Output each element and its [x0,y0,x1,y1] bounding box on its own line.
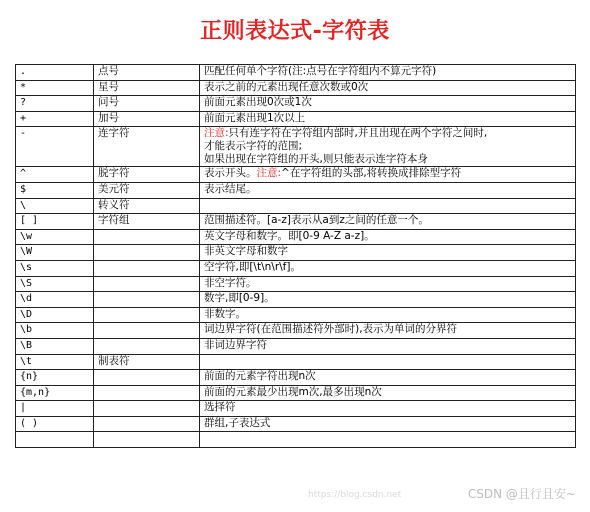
description-cell [200,65,576,81]
symbol-cell: $ [16,182,94,198]
description-cell [200,323,576,339]
name-cell: 美元符 [94,182,200,198]
description-cell [200,307,576,323]
symbol-cell: * [16,80,94,96]
table-row [16,338,576,354]
description-cell [200,182,576,198]
table-row [16,65,576,81]
description-text: 非英文字母和数字 [204,245,288,258]
table-row [16,416,576,432]
description-text: 空字符,即[\t\n\r\f]。 [204,260,301,273]
description-text: 非词边界字符 [204,338,267,351]
name-cell: 制表符 [94,354,200,370]
description-cell [200,229,576,245]
description-cell [200,127,576,167]
table-row [16,276,576,292]
name-cell: 星号 [94,80,200,96]
symbol-cell: \b [16,323,94,339]
symbol-cell: {n} [16,370,94,386]
description-cell [200,432,576,448]
description-cell [200,260,576,276]
symbol-cell: ? [16,96,94,112]
description-text: 只有连字符在字符组内部时,并且出现在两个字符之间时, [228,127,488,140]
symbol-cell: \w [16,229,94,245]
table-row [16,111,576,127]
name-cell [94,323,200,339]
symbol-cell: \s [16,260,94,276]
description-cell [200,167,576,183]
name-cell [94,307,200,323]
description-cell [200,245,576,261]
table-row [16,370,576,386]
name-cell [94,292,200,308]
description-cell [200,276,576,292]
table-row [16,245,576,261]
table-row [16,260,576,276]
table-row [16,167,576,183]
description-cell [200,338,576,354]
description-text: 表示结尾。 [204,182,257,195]
description-text: ^在字符组的头部,将转换成排除型字符 [281,167,462,180]
note-label: 注意: [204,127,229,140]
table-body [16,65,576,448]
regex-character-table [15,64,576,448]
watermark-url: https://blog.csdn.net [308,490,402,500]
symbol-cell: \B [16,338,94,354]
symbol-cell: ( ) [16,416,94,432]
description-text: 前面元素出现1次以上 [204,111,306,124]
description-text: 前面的元素最少出现m次,最多出现n次 [204,385,382,398]
name-cell [94,416,200,432]
description-cell [200,401,576,417]
table-row [16,292,576,308]
name-cell: 点号 [94,65,200,81]
symbol-cell: \S [16,276,94,292]
table-row [16,229,576,245]
description-text: 前面元素出现0次或1次 [204,96,312,109]
symbol-cell: - [16,127,94,167]
symbol-cell: [ ] [16,214,94,230]
name-cell: 字符组 [94,214,200,230]
symbol-cell: {m,n} [16,385,94,401]
description-text: 如果出现在字符组的开头,则只能表示连字符本身 [204,153,428,166]
name-cell: 连字符 [94,127,200,167]
name-cell [94,245,200,261]
description-cell [200,80,576,96]
table-row [16,401,576,417]
description-text: 范围描述符。[a-z]表示从a到z之间的任意一个。 [204,214,429,227]
name-cell: 加号 [94,111,200,127]
table-row [16,214,576,230]
name-cell [94,401,200,417]
table-row [16,307,576,323]
description-text: 匹配任何单个字符(注:点号在字符组内不算元字符) [204,65,437,77]
name-cell [94,338,200,354]
symbol-cell: \d [16,292,94,308]
symbol-cell [16,432,94,448]
symbol-cell: \W [16,245,94,261]
description-cell [200,416,576,432]
name-cell [94,260,200,276]
description-text: 数字,即[0-9]。 [204,292,275,305]
description-text: 非数字。 [204,307,246,320]
table-row [16,354,576,370]
table-row [16,198,576,214]
symbol-cell: \ [16,198,94,214]
name-cell [94,432,200,448]
description-text: 选择符 [204,401,236,414]
table-row [16,432,576,448]
description-cell [200,370,576,386]
name-cell [94,385,200,401]
description-cell [200,354,576,370]
description-text: 表示之前的元素出现任意次数或0次 [204,80,369,93]
description-text: 群组,子表达式 [204,416,271,429]
description-cell [200,111,576,127]
name-cell: 问号 [94,96,200,112]
name-cell: 转义符 [94,198,200,214]
symbol-cell: . [16,65,94,81]
description-prefix: 表示开头。 [204,167,257,180]
symbol-cell: + [16,111,94,127]
name-cell: 脱字符 [94,167,200,183]
symbol-cell: \D [16,307,94,323]
symbol-cell: ^ [16,167,94,183]
table-row [16,96,576,112]
description-cell [200,96,576,112]
watermark: CSDN @且行且安~ [467,487,576,501]
description-cell [200,214,576,230]
table-row [16,323,576,339]
symbol-cell: | [16,401,94,417]
description-cell [200,385,576,401]
description-text: 前面的元素字符出现n次 [204,370,316,383]
description-cell [200,292,576,308]
description-text: 英文字母和数字。即[0-9 A-Z a-z]。 [204,229,375,242]
table-row [16,385,576,401]
page-title: 正则表达式-字符表 [200,19,390,44]
name-cell [94,276,200,292]
table-row [16,80,576,96]
name-cell [94,370,200,386]
note-label: 注意: [256,167,282,180]
description-text: 才能表示字符的范围; [204,140,303,153]
name-cell [94,229,200,245]
description-cell [200,198,576,214]
symbol-cell: \t [16,354,94,370]
description-text: 非空字符。 [204,276,257,289]
description-text: 词边界字符(在范围描述符外部时),表示为单词的分界符 [204,323,458,336]
table-row [16,127,576,167]
table-row [16,182,576,198]
